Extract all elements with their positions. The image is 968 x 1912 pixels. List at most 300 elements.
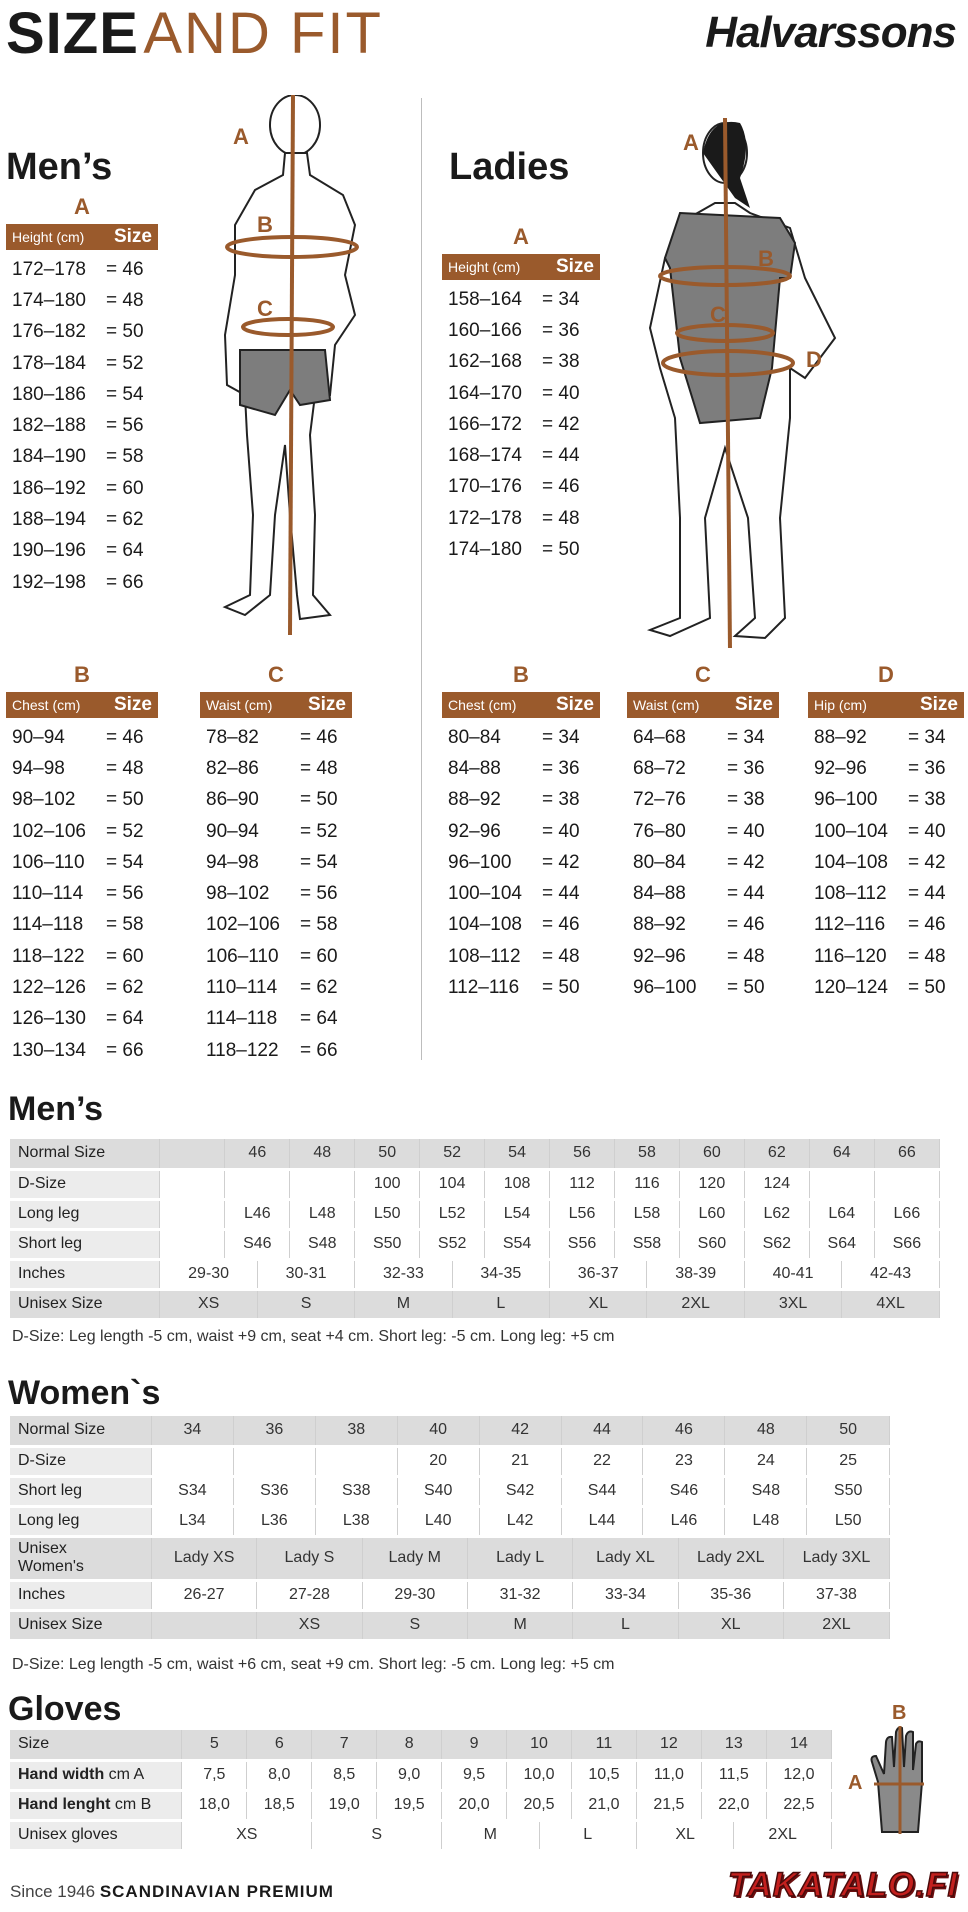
- size-list-row: [627, 910, 779, 941]
- normal-size-cell: 40: [397, 1416, 479, 1446]
- hand-width-cell: 8,5: [312, 1760, 377, 1790]
- size-list-row: [442, 878, 600, 909]
- unisex-size-cell: 3XL: [744, 1289, 841, 1319]
- measurement-range: 184–190: [12, 446, 86, 468]
- ladies-chest-list: [442, 662, 600, 1004]
- measurement-range: 118–122: [12, 945, 85, 967]
- inches-cell: 33-34: [573, 1580, 678, 1610]
- size-list-row: [6, 254, 158, 285]
- size-list-row: [6, 847, 158, 878]
- table-row: [10, 1730, 832, 1760]
- unisex-size-cell: XS: [160, 1289, 257, 1319]
- size-list-row: [200, 972, 352, 1003]
- ladies-waist-list: [627, 662, 779, 1004]
- unisex-size-cell: 2XL: [647, 1289, 744, 1319]
- short-leg-cell: S50: [807, 1476, 890, 1506]
- size-list-row: [442, 315, 600, 346]
- measurement-range: 86–90: [206, 789, 259, 811]
- mens-heading: Men’s: [6, 146, 113, 188]
- size-value: = 34: [727, 726, 765, 748]
- unisex-size-cell: XS: [257, 1610, 362, 1640]
- size-value: = 34: [908, 726, 946, 748]
- hand-width-cell: 7,5: [182, 1760, 247, 1790]
- measurement-range: 118–122: [206, 1039, 279, 1061]
- label-line: Unisex: [18, 1540, 67, 1557]
- long-leg-label: Long leg: [10, 1199, 160, 1229]
- mens-chest-list: [6, 662, 158, 1066]
- unisex-womens-label: [10, 1536, 151, 1580]
- size-column-label: Size: [734, 694, 773, 715]
- measurement-range: 112–116: [448, 977, 520, 999]
- unisex-size-cell: XL: [678, 1610, 783, 1640]
- size-list-row: [627, 785, 779, 816]
- gloves-heading: Gloves: [8, 1690, 122, 1728]
- d-size-cell: 120: [679, 1169, 744, 1199]
- ladies-chest-rows: [442, 722, 600, 1004]
- inches-cell: 26-27: [151, 1580, 256, 1610]
- measurement-range: 188–194: [12, 509, 86, 531]
- size-list-row: [6, 473, 158, 504]
- normal-size-cell: 58: [614, 1139, 679, 1169]
- long-leg-cell: L36: [233, 1506, 315, 1536]
- size-value: = 44: [542, 883, 580, 905]
- short-leg-label: Short leg: [10, 1476, 151, 1506]
- measurement-range: 92–96: [448, 820, 501, 842]
- size-list-row: [6, 379, 158, 410]
- measurement-range: 110–114: [206, 977, 278, 999]
- inches-cell: 42-43: [842, 1259, 940, 1289]
- size-list-row: [442, 972, 600, 1003]
- label-unit: cm B: [110, 1796, 152, 1813]
- measurement-range: 126–130: [12, 1008, 86, 1030]
- size-list-row: [6, 722, 158, 753]
- short-leg-cell: S40: [397, 1476, 479, 1506]
- brand-logo: Halvarssons: [705, 8, 956, 57]
- mens-figure-label-b: B: [257, 212, 273, 237]
- hand-length-cell: 18,0: [182, 1790, 247, 1820]
- normal-size-cell: 46: [225, 1139, 290, 1169]
- size-list-row: [627, 753, 779, 784]
- size-value: = 58: [106, 446, 144, 468]
- table-row: [10, 1580, 890, 1610]
- womens-table-heading: Women`s: [8, 1374, 161, 1412]
- ladies-figure-label-b: B: [758, 246, 774, 271]
- d-size-cell: 20: [397, 1446, 479, 1476]
- normal-size-cell: 66: [874, 1139, 939, 1169]
- long-leg-cell: L40: [397, 1506, 479, 1536]
- size-list-row: [6, 1035, 158, 1066]
- table-row: [10, 1416, 890, 1446]
- measurement-range: 96–100: [448, 851, 512, 873]
- long-leg-label: Long leg: [10, 1506, 151, 1536]
- empty-cell: [160, 1169, 225, 1199]
- hand-width-cell: 8,0: [247, 1760, 312, 1790]
- normal-size-cell: 56: [550, 1139, 615, 1169]
- size-list-row: [627, 816, 779, 847]
- size-value: = 46: [300, 726, 338, 748]
- normal-size-cell: 42: [479, 1416, 561, 1446]
- table-row: [10, 1169, 940, 1199]
- size-value: = 62: [300, 977, 338, 999]
- long-leg-cell: L58: [614, 1199, 679, 1229]
- glove-size-cell: 13: [701, 1730, 766, 1760]
- size-value: = 48: [542, 507, 580, 529]
- height-column-label: Height (cm): [12, 229, 85, 245]
- size-value: = 38: [727, 789, 765, 811]
- size-list-row: [808, 910, 964, 941]
- unisex-womens-cell: Lady 3XL: [783, 1536, 889, 1580]
- measurement-range: 90–94: [12, 726, 65, 748]
- long-leg-cell: L50: [355, 1199, 420, 1229]
- glove-size-cell: 6: [247, 1730, 312, 1760]
- ladies-waist-header: [627, 692, 779, 718]
- size-value: = 52: [300, 820, 338, 842]
- long-leg-cell: L38: [315, 1506, 397, 1536]
- unisex-size-cell: 2XL: [783, 1610, 889, 1640]
- normal-size-cell: 38: [315, 1416, 397, 1446]
- size-value: = 40: [542, 820, 580, 842]
- unisex-gloves-cell: L: [539, 1820, 636, 1850]
- measurement-range: 88–92: [448, 789, 501, 811]
- measurement-range: 120–124: [814, 977, 888, 999]
- measurement-range: 172–178: [448, 507, 522, 529]
- d-size-cell: [151, 1446, 233, 1476]
- measurement-range: 78–82: [206, 726, 259, 748]
- chest-column-label: Chest (cm): [12, 697, 81, 713]
- inches-label: Inches: [10, 1580, 151, 1610]
- d-size-cell: 124: [744, 1169, 809, 1199]
- measurement-range: 104–108: [814, 851, 888, 873]
- normal-size-cell: 46: [643, 1416, 725, 1446]
- size-value: = 38: [542, 789, 580, 811]
- size-column-label: Size: [555, 694, 594, 715]
- size-value: = 64: [106, 540, 144, 562]
- size-list-row: [627, 972, 779, 1003]
- size-column-label: Size: [113, 694, 152, 715]
- hand-length-label: [10, 1790, 182, 1820]
- size-value: = 42: [542, 851, 580, 873]
- measurement-range: 90–94: [206, 820, 259, 842]
- empty-cell: [160, 1139, 225, 1169]
- unisex-gloves-cell: M: [442, 1820, 539, 1850]
- size-list-row: [6, 941, 158, 972]
- short-leg-cell: S36: [233, 1476, 315, 1506]
- inches-cell: 38-39: [647, 1259, 744, 1289]
- inches-cell: 30-31: [257, 1259, 354, 1289]
- glove-size-cell: 11: [571, 1730, 636, 1760]
- size-value: = 50: [300, 789, 338, 811]
- short-leg-cell: S64: [809, 1229, 874, 1259]
- measurement-range: 116–120: [814, 945, 887, 967]
- normal-size-cell: 36: [233, 1416, 315, 1446]
- size-value: = 62: [106, 977, 144, 999]
- measurement-range: 164–170: [448, 382, 522, 404]
- size-value: = 36: [908, 757, 946, 779]
- ladies-heading: Ladies: [449, 146, 570, 188]
- short-leg-cell: S42: [479, 1476, 561, 1506]
- size-value: = 34: [542, 726, 580, 748]
- mens-chest-header: [6, 692, 158, 718]
- size-list-row: [808, 722, 964, 753]
- glove-size-label: Size: [10, 1730, 182, 1760]
- measurement-range: 96–100: [633, 977, 697, 999]
- size-value: = 66: [106, 571, 144, 593]
- hand-length-cell: 22,0: [701, 1790, 766, 1820]
- inches-label: Inches: [10, 1259, 160, 1289]
- unisex-size-cell: S: [362, 1610, 467, 1640]
- normal-size-cell: 54: [485, 1139, 550, 1169]
- mens-figure-label-c: C: [257, 296, 273, 321]
- d-size-cell: 100: [355, 1169, 420, 1199]
- size-value: = 56: [106, 883, 144, 905]
- size-value: = 60: [106, 477, 144, 499]
- size-column-label: Size: [919, 694, 958, 715]
- size-value: = 46: [542, 914, 580, 936]
- size-value: = 46: [908, 914, 946, 936]
- hand-width-cell: 11,0: [636, 1760, 701, 1790]
- size-value: = 50: [106, 321, 144, 343]
- chest-column-label: Chest (cm): [448, 697, 517, 713]
- measurement-range: 84–88: [448, 757, 501, 779]
- size-list-row: [200, 722, 352, 753]
- table-row: [10, 1610, 890, 1640]
- hand-label-b: B: [892, 1702, 907, 1724]
- unisex-size-label: Unisex Size: [10, 1289, 160, 1319]
- hand-length-cell: 22,5: [766, 1790, 831, 1820]
- unisex-size-cell: 4XL: [842, 1289, 940, 1319]
- size-value: = 66: [300, 1039, 338, 1061]
- measurement-range: 160–166: [448, 319, 522, 341]
- size-value: = 52: [106, 352, 144, 374]
- size-value: = 44: [542, 445, 580, 467]
- mens-waist-header: [200, 692, 352, 718]
- unisex-womens-cell: Lady M: [362, 1536, 467, 1580]
- gloves-size-table: [10, 1730, 832, 1852]
- short-leg-cell: S58: [614, 1229, 679, 1259]
- normal-size-label: Normal Size: [10, 1139, 160, 1169]
- unisex-size-cell: M: [355, 1289, 452, 1319]
- size-value: = 40: [542, 382, 580, 404]
- size-value: = 60: [106, 945, 144, 967]
- d-size-cell: 22: [561, 1446, 643, 1476]
- ladies-figure-label-d: D: [806, 347, 822, 372]
- measurement-range: 178–184: [12, 352, 86, 374]
- d-size-cell: 104: [420, 1169, 485, 1199]
- d-size-cell: 23: [643, 1446, 725, 1476]
- size-list-row: [808, 847, 964, 878]
- mens-table-heading: Men’s: [8, 1090, 104, 1128]
- mens-waist-letter: C: [268, 662, 284, 687]
- normal-size-cell: 52: [420, 1139, 485, 1169]
- d-size-cell: 25: [807, 1446, 890, 1476]
- long-leg-cell: L48: [290, 1199, 355, 1229]
- size-column-label: Size: [307, 694, 346, 715]
- womens-size-table: [10, 1416, 890, 1642]
- size-value: = 50: [106, 789, 144, 811]
- ladies-waist-letter: C: [695, 662, 711, 687]
- unisex-gloves-cell: S: [312, 1820, 442, 1850]
- size-value: = 48: [908, 945, 946, 967]
- glove-size-cell: 5: [182, 1730, 247, 1760]
- short-leg-cell: S62: [744, 1229, 809, 1259]
- size-list-row: [200, 816, 352, 847]
- size-list-row: [200, 1035, 352, 1066]
- label-bold: Hand lenght: [18, 1796, 111, 1813]
- table-row: [10, 1199, 940, 1229]
- mens-height-list: [6, 194, 158, 598]
- ladies-figure-label-a: A: [683, 130, 699, 155]
- size-value: = 48: [727, 945, 765, 967]
- unisex-womens-cell: Lady S: [257, 1536, 362, 1580]
- ladies-height-list: [442, 224, 600, 566]
- section-divider: [421, 98, 422, 1060]
- table-row: [10, 1259, 940, 1289]
- label-bold: Hand width: [18, 1766, 105, 1783]
- normal-size-cell: 48: [290, 1139, 355, 1169]
- size-value: = 54: [300, 851, 338, 873]
- size-value: = 44: [908, 883, 946, 905]
- measurement-range: 94–98: [12, 757, 65, 779]
- size-value: = 64: [106, 1008, 144, 1030]
- measurement-range: 104–108: [448, 914, 522, 936]
- waist-column-label: Waist (cm): [633, 697, 700, 713]
- size-list-row: [6, 567, 158, 598]
- empty-cell: [160, 1199, 225, 1229]
- measurement-range: 130–134: [12, 1039, 86, 1061]
- size-list-row: [627, 878, 779, 909]
- glove-size-cell: 8: [377, 1730, 442, 1760]
- size-list-row: [6, 504, 158, 535]
- hand-length-cell: 20,5: [507, 1790, 572, 1820]
- measurement-range: 100–104: [448, 883, 522, 905]
- womens-d-size-note: D-Size: Leg length -5 cm, waist +6 cm, seat +9 cm. Short leg: -5 cm. Long leg: +5 cm: [12, 1656, 615, 1673]
- measurement-range: 174–180: [448, 539, 522, 561]
- hip-column-label: Hip (cm): [814, 697, 867, 713]
- d-size-label: D-Size: [10, 1169, 160, 1199]
- unisex-size-cell: M: [467, 1610, 572, 1640]
- table-row: [10, 1760, 832, 1790]
- inches-cell: 34-35: [452, 1259, 549, 1289]
- size-list-row: [442, 910, 600, 941]
- measurement-range: 122–126: [12, 977, 86, 999]
- size-value: = 50: [908, 977, 946, 999]
- normal-size-cell: 60: [679, 1139, 744, 1169]
- measurement-range: 114–118: [12, 914, 84, 936]
- ladies-hip-letter: D: [878, 662, 894, 687]
- inches-cell: 37-38: [783, 1580, 889, 1610]
- glove-size-cell: 14: [766, 1730, 831, 1760]
- measurement-range: 94–98: [206, 851, 259, 873]
- hand-length-cell: 20,0: [442, 1790, 507, 1820]
- mens-height-header: [6, 224, 158, 250]
- hand-length-cell: 19,0: [312, 1790, 377, 1820]
- size-list-row: [442, 785, 600, 816]
- glove-size-cell: 9: [442, 1730, 507, 1760]
- size-list-row: [6, 878, 158, 909]
- long-leg-cell: L42: [479, 1506, 561, 1536]
- inches-cell: 27-28: [257, 1580, 362, 1610]
- measurement-range: 158–164: [448, 288, 522, 310]
- measurement-range: 180–186: [12, 383, 86, 405]
- measurement-range: 92–96: [633, 945, 686, 967]
- size-value: = 60: [300, 945, 338, 967]
- size-value: = 56: [300, 883, 338, 905]
- size-value: = 50: [542, 977, 580, 999]
- ladies-height-rows: [442, 284, 600, 566]
- size-list-row: [200, 753, 352, 784]
- unisex-womens-cell: Lady XL: [573, 1536, 678, 1580]
- table-row: [10, 1289, 940, 1319]
- measurement-range: 102–106: [206, 914, 280, 936]
- table-row: [10, 1506, 890, 1536]
- long-leg-cell: L54: [485, 1199, 550, 1229]
- hand-figure: [868, 1722, 938, 1840]
- measurement-range: 96–100: [814, 789, 878, 811]
- size-value: = 46: [727, 914, 765, 936]
- glove-size-cell: 7: [312, 1730, 377, 1760]
- normal-size-cell: 44: [561, 1416, 643, 1446]
- unisex-gloves-cell: 2XL: [734, 1820, 832, 1850]
- size-value: = 54: [106, 383, 144, 405]
- inches-cell: 31-32: [467, 1580, 572, 1610]
- measurement-range: 166–172: [448, 413, 522, 435]
- unisex-size-label: Unisex Size: [10, 1610, 151, 1640]
- long-leg-cell: L60: [679, 1199, 744, 1229]
- normal-size-cell: 64: [809, 1139, 874, 1169]
- short-leg-cell: S60: [679, 1229, 744, 1259]
- size-list-row: [442, 440, 600, 471]
- unisex-size-cell: L: [452, 1289, 549, 1319]
- measurement-range: 98–102: [206, 883, 270, 905]
- d-size-cell: [315, 1446, 397, 1476]
- measurement-range: 162–168: [448, 351, 522, 373]
- size-value: = 42: [727, 851, 765, 873]
- measurement-range: 192–198: [12, 571, 86, 593]
- short-leg-cell: S54: [485, 1229, 550, 1259]
- measurement-range: 114–118: [206, 1008, 278, 1030]
- ladies-height-header: [442, 254, 600, 280]
- measurement-range: 168–174: [448, 445, 522, 467]
- table-row: [10, 1139, 940, 1169]
- short-leg-cell: S50: [355, 1229, 420, 1259]
- inches-cell: 32-33: [355, 1259, 452, 1289]
- size-list-row: [808, 785, 964, 816]
- measurement-range: 80–84: [448, 726, 501, 748]
- title-and-fit: AND FIT: [143, 1, 383, 66]
- hand-length-cell: 19,5: [377, 1790, 442, 1820]
- size-value: = 46: [106, 258, 144, 280]
- short-leg-cell: S46: [643, 1476, 725, 1506]
- size-value: = 58: [106, 914, 144, 936]
- short-leg-cell: S56: [550, 1229, 615, 1259]
- label-line: Women's: [18, 1558, 84, 1575]
- size-list-row: [442, 503, 600, 534]
- measurement-range: 68–72: [633, 757, 686, 779]
- short-leg-cell: S48: [290, 1229, 355, 1259]
- measurement-range: 82–86: [206, 757, 259, 779]
- hand-width-cell: 9,5: [442, 1760, 507, 1790]
- d-size-cell: [233, 1446, 315, 1476]
- d-size-cell: [874, 1169, 939, 1199]
- size-list-row: [442, 347, 600, 378]
- size-value: = 64: [300, 1008, 338, 1030]
- size-value: = 36: [542, 757, 580, 779]
- d-size-cell: [290, 1169, 355, 1199]
- size-list-row: [6, 972, 158, 1003]
- measurement-range: 76–80: [633, 820, 686, 842]
- unisex-womens-cell: Lady L: [467, 1536, 572, 1580]
- size-list-row: [6, 348, 158, 379]
